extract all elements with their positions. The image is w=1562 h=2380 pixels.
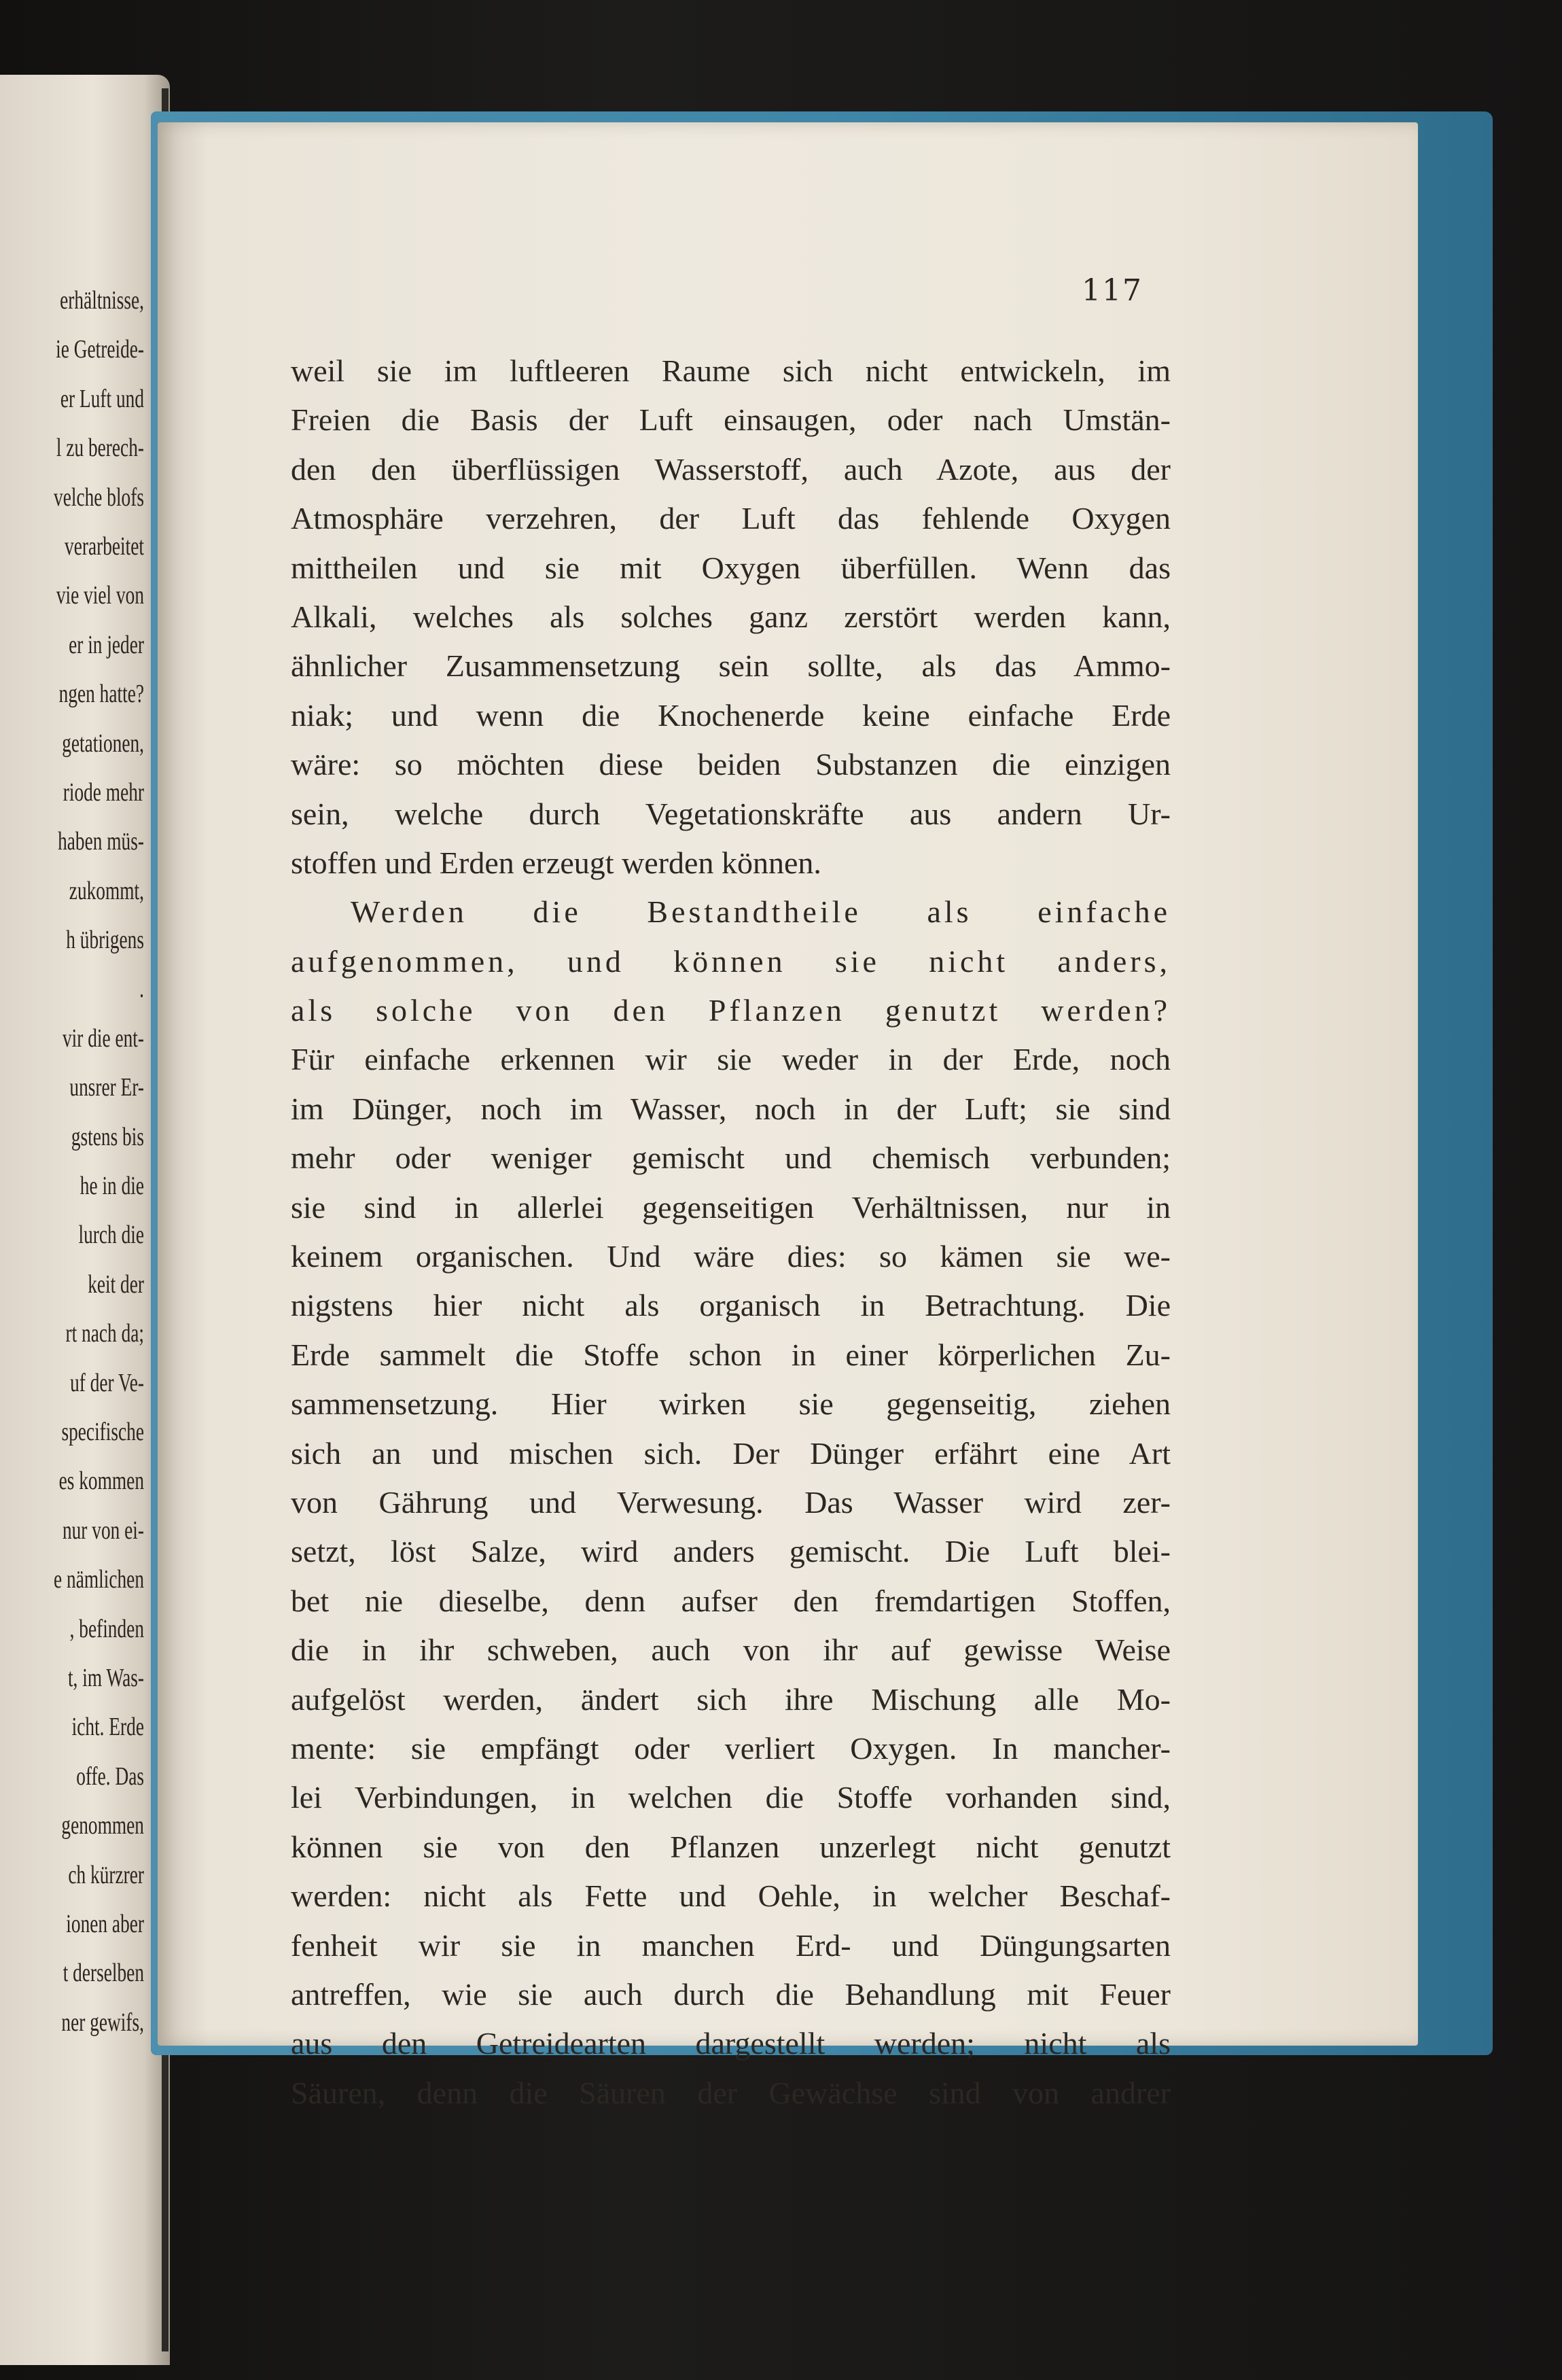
text-line: können sie von den Pflanzen unzerlegt nicht genutzt — [291, 1829, 1171, 1864]
left-fragment-line: zukommt, — [69, 876, 144, 905]
left-fragment-line: nur von ei- — [62, 1516, 144, 1545]
text-line: die in ihr schweben, auch von ihr auf gewisse Weise — [291, 1632, 1171, 1668]
text-line: Alkali, welches als solches ganz zerstört werden kann, — [291, 599, 1171, 634]
left-fragment-line: h übrigens — [66, 926, 144, 955]
text-line: antreffen, wie sie auch durch die Behandlung mit Feuer — [291, 1976, 1171, 2012]
left-fragment-line: ionen aber — [66, 1909, 144, 1938]
text-line: den den überflüssigen Wasserstoff, auch Azote, aus der — [291, 451, 1171, 487]
text-line: bet nie dieselbe, denn aufser den fremdartigen Stoffen, — [291, 1583, 1171, 1618]
text-line: als solche von den Pflanzen genutzt werden? — [291, 993, 1171, 1028]
left-fragment-line: uf der Ve- — [70, 1368, 144, 1397]
text-line: mittheilen und sie mit Oxygen überfüllen. Wenn das — [291, 550, 1171, 585]
left-fragment-line: t derselben — [63, 1959, 144, 1988]
left-fragment-line: genommen — [61, 1811, 144, 1840]
left-fragment-line: ch kürzrer — [68, 1860, 144, 1889]
text-line: stoffen und Erden erzeugt werden können. — [291, 845, 821, 880]
left-fragment-line: velche blofs — [54, 483, 144, 512]
left-fragment-line: getationen, — [62, 729, 144, 758]
text-line: im Dünger, noch im Wasser, noch in der Luft; sie sind — [291, 1091, 1171, 1126]
left-fragment-line: . — [139, 975, 144, 1004]
text-line: Werden die Bestandtheile als einfache — [351, 894, 1171, 930]
text-line: aufgelöst werden, ändert sich ihre Mischung alle Mo- — [291, 1681, 1171, 1717]
left-fragment-line: es kommen — [58, 1467, 144, 1496]
left-fragment-line: rt nach da; — [65, 1319, 144, 1348]
left-fragment-line: t, im Was- — [67, 1663, 144, 1692]
left-page-text — [40, 276, 144, 2047]
left-fragment-line: offe. Das — [76, 1762, 144, 1791]
left-fragment-line: erhältnisse, — [60, 286, 144, 315]
left-fragment-line: gstens bis — [71, 1122, 144, 1151]
left-fragment-line: keit der — [88, 1270, 144, 1299]
text-line: niak; und wenn die Knochenerde keine einfache Erde — [291, 697, 1171, 733]
text-line: aufgenommen, und können sie nicht anders, — [291, 943, 1171, 979]
left-fragment-line: lurch die — [78, 1221, 144, 1250]
left-fragment-line: er in jeder — [69, 630, 144, 659]
text-line: sie sind in allerlei gegenseitigen Verhältnissen, nur in — [291, 1189, 1171, 1225]
text-line: mehr oder weniger gemischt und chemisch verbunden; — [291, 1140, 1171, 1176]
left-fragment-line: haben müs- — [58, 827, 144, 856]
text-line: sich an und mischen sich. Der Dünger erfährt eine Art — [291, 1435, 1171, 1471]
left-fragment-line: ngen hatte? — [58, 680, 144, 709]
text-line: keinem organischen. Und wäre dies: so kämen sie we- — [291, 1239, 1171, 1274]
left-fragment-line: vie viel von — [56, 581, 144, 610]
left-fragment-line: riode mehr — [63, 777, 144, 807]
text-line: setzt, löst Salze, wird anders gemischt. Die Luft blei- — [291, 1534, 1171, 1569]
text-line: fenheit wir sie in manchen Erd- und Düngungsarten — [291, 1927, 1171, 1963]
text-line: aus den Getreidearten dargestellt werden; nicht als — [291, 2026, 1171, 2061]
left-fragment-line: ie Getreide- — [56, 335, 145, 364]
left-fragment-line: unsrer Er- — [69, 1073, 144, 1102]
text-line: ähnlicher Zusammensetzung sein sollte, als das Ammo- — [291, 648, 1171, 684]
left-fragment-line: , befinden — [69, 1614, 144, 1643]
text-line: Atmosphäre verzehren, der Luft das fehlende Oxygen — [291, 501, 1171, 536]
left-fragment-line: icht. Erde — [71, 1713, 144, 1742]
text-line: Säuren, denn die Säuren der Gewächse sind von andrer — [291, 2075, 1171, 2110]
left-fragment-line: verarbeitet — [65, 531, 144, 561]
left-page-fragment — [0, 75, 170, 2365]
text-line: sein, welche durch Vegetationskräfte aus andern Ur- — [291, 796, 1171, 831]
text-line: lei Verbindungen, in welchen die Stoffe vorhanden sind, — [291, 1780, 1171, 1815]
left-fragment-line: specifische — [61, 1417, 144, 1446]
text-line: Freien die Basis der Luft einsaugen, oder nach Umstän- — [291, 402, 1171, 438]
text-line: nigstens hier nicht als organisch in Betrachtung. Die — [291, 1288, 1171, 1323]
body-text — [291, 347, 1171, 2118]
text-line: Erde sammelt die Stoffe schon in einer körperlichen Zu- — [291, 1337, 1171, 1372]
text-line: Für einfache erkennen wir sie weder in der Erde, noch — [291, 1042, 1171, 1077]
left-fragment-line: l zu berech- — [56, 434, 144, 463]
text-line: von Gährung und Verwesung. Das Wasser wird zer- — [291, 1484, 1171, 1520]
text-line: weil sie im luftleeren Raume sich nicht entwickeln, im — [291, 353, 1171, 388]
text-line: mente: sie empfängt oder verliert Oxygen. In mancher- — [291, 1730, 1171, 1766]
page-number: 117 — [1082, 273, 1143, 308]
left-fragment-line: ner gewifs, — [61, 2008, 144, 2037]
text-line: wäre: so möchten diese beiden Substanzen die einzigen — [291, 747, 1171, 782]
left-fragment-line: he in die — [79, 1172, 144, 1201]
text-line: werden: nicht als Fette und Oehle, in welcher Beschaf- — [291, 1878, 1171, 1914]
text-line: sammensetzung. Hier wirken sie gegenseitig, ziehen — [291, 1386, 1171, 1422]
left-fragment-line: vir die ent- — [62, 1023, 144, 1053]
left-fragment-line: e nämlichen — [54, 1565, 145, 1594]
left-fragment-line: er Luft und — [60, 384, 144, 413]
